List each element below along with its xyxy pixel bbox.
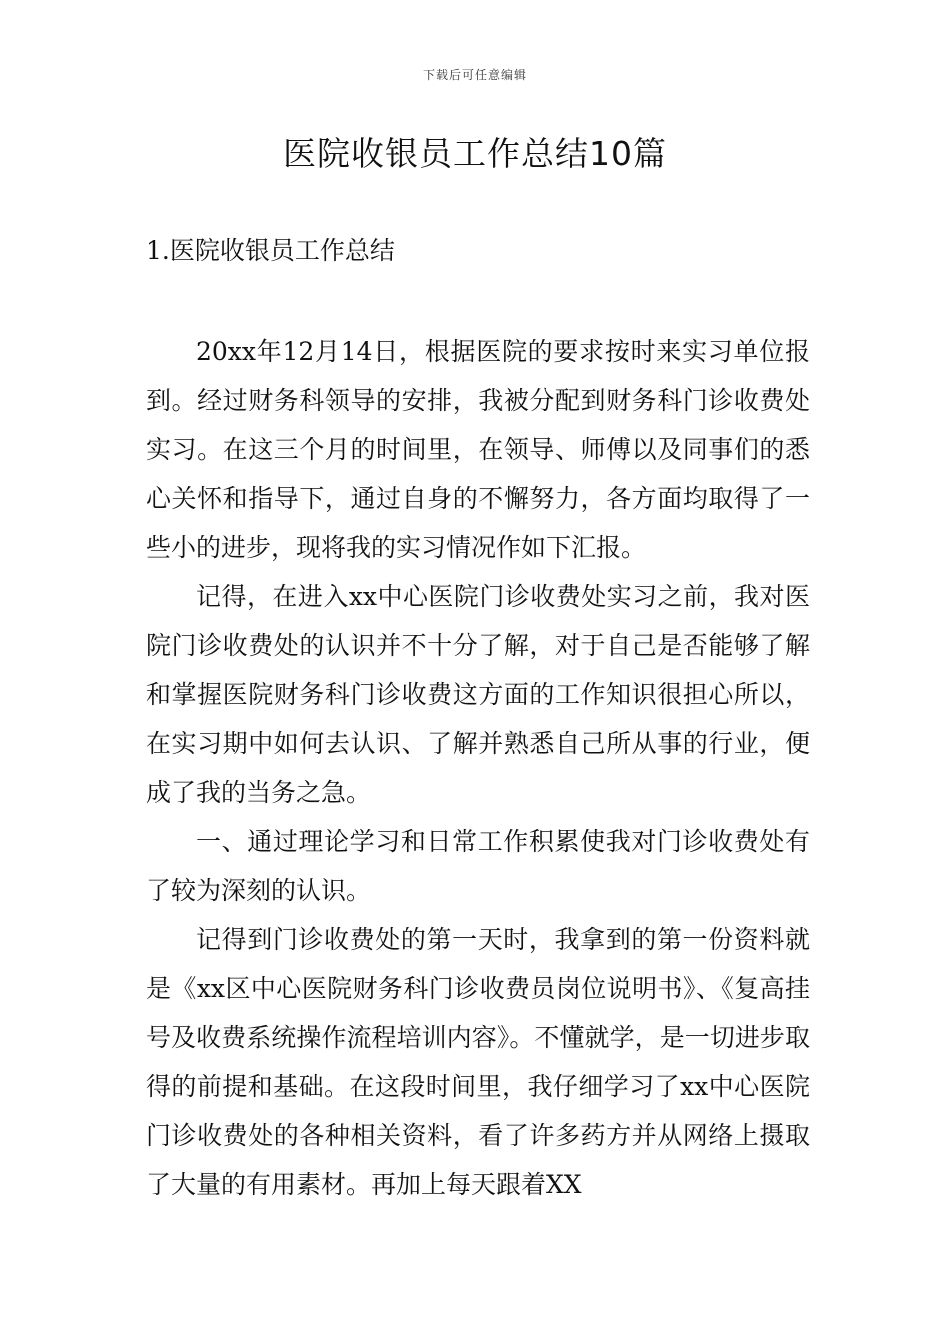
body-paragraph-2: 记得，在进入xx中心医院门诊收费处实习之前，我对医院门诊收费处的认识并不十分了解，对于自己是否能够了解和掌握医院财务科门诊收费这方面的工作知识很担心所以，在实习期中如何去认识、了解并熟悉自己所从事的行业，便成了我的当务之急。 [146,582,810,807]
body-paragraph-1: 20xx年12月14日，根据医院的要求按时来实习单位报到。经过财务科领导的安排，我被分配到财务科门诊收费处实习。在这三个月的时间里，在领导、师傅以及同事们的悉心关怀和指导下，通过自身的不懈努力，各方面均取得了一些小的进步，现将我的实习情况作如下汇报。 [146,337,810,562]
body-paragraph-3: 一、通过理论学习和日常工作积累使我对门诊收费处有了较为深刻的认识。 [146,827,810,905]
document-body [146,327,810,1209]
body-paragraph-4: 记得到门诊收费处的第一天时，我拿到的第一份资料就是《xx区中心医院财务科门诊收费员岗位说明书》、《复高挂号及收费系统操作流程培训内容》。不懂就学，是一切进步取得的前提和基础。在这段时间里，我仔细学习了xx中心医院门诊收费处的各种相关资料，看了许多药方并从网络上摄取了大量的有用素材。再加上每天跟着XX [146,925,810,1199]
page-header-note: 下载后可任意编辑 [422,68,527,82]
document-title: 医院收银员工作总结10篇 [283,134,667,173]
section-heading: 1.医院收银员工作总结 [146,236,395,265]
